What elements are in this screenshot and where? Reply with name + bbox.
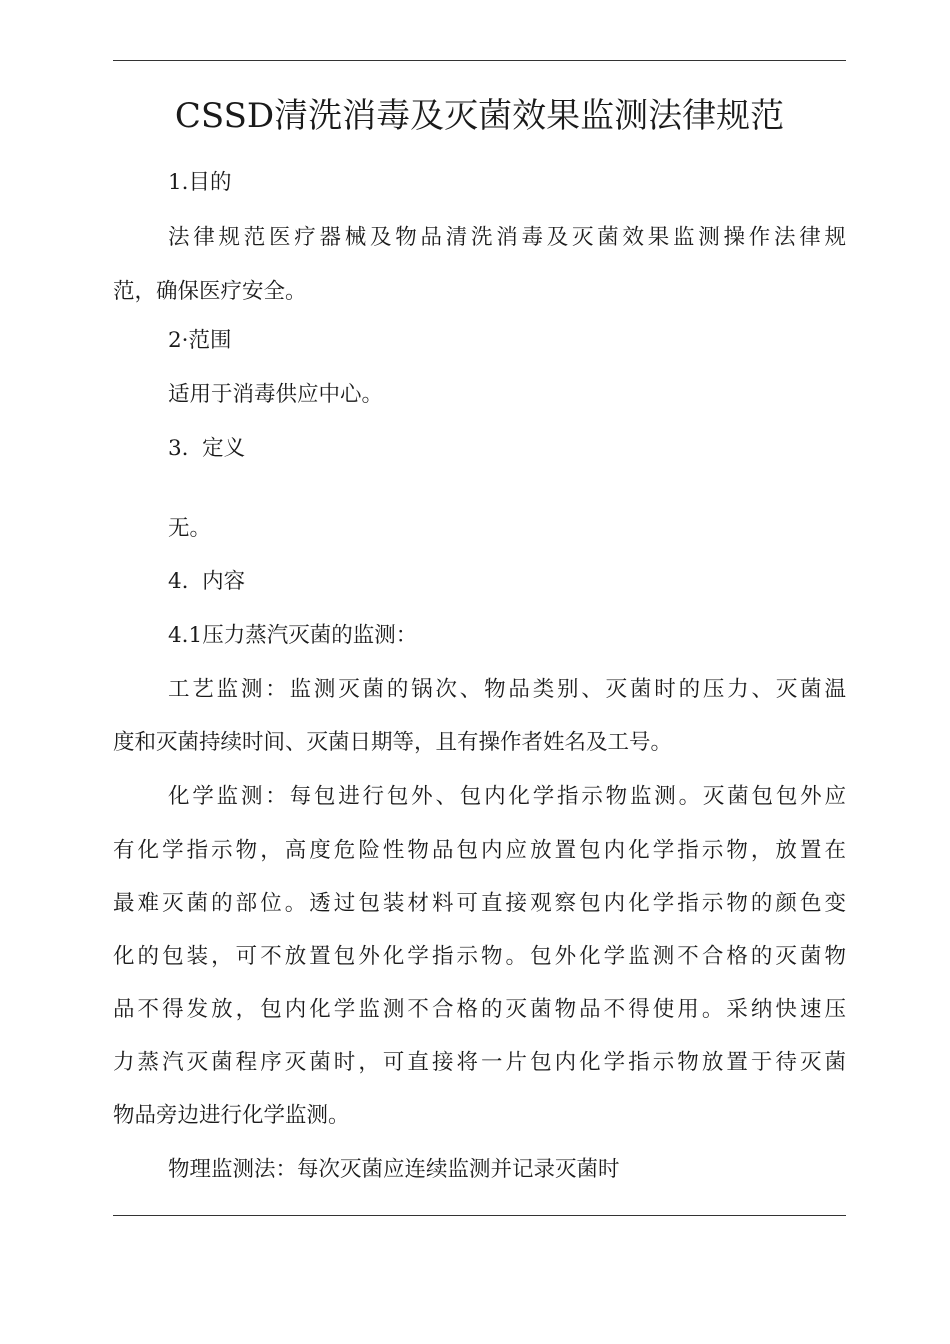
section-3-body: 无。: [168, 516, 212, 541]
chemical-monitoring-line-5: 品不得发放，包内化学监测不合格的灭菌物品不得使用。采纳快速压: [113, 997, 846, 1022]
document-title: CSSD清洗消毒及灭菌效果监测法律规范: [174, 96, 785, 136]
physical-monitoring-line-1: 物理监测法：每次灭菌应连续监测并记录灭菌时: [168, 1157, 620, 1182]
header-rule: [113, 60, 846, 61]
section-4-heading: 4. 内容: [168, 569, 246, 594]
section-2-heading: 2·范围: [168, 328, 232, 353]
chemical-monitoring-line-4: 化的包装，可不放置包外化学指示物。包外化学监测不合格的灭菌物: [113, 944, 846, 969]
chemical-monitoring-line-6: 力蒸汽灭菌程序灭菌时，可直接将一片包内化学指示物放置于待灭菌: [113, 1050, 846, 1075]
section-1-body-line-1: 法律规范医疗器械及物品清洗消毒及灭菌效果监测操作法律规: [168, 225, 846, 250]
chemical-monitoring-line-2: 有化学指示物，高度危险性物品包内应放置包内化学指示物，放置在: [113, 838, 846, 863]
chemical-monitoring-line-3: 最难灭菌的部位。透过包装材料可直接观察包内化学指示物的颜色变: [113, 891, 846, 916]
chemical-monitoring-line-1: 化学监测：每包进行包外、包内化学指示物监测。灭菌包包外应: [168, 784, 846, 809]
process-monitoring-line-2: 度和灭菌持续时间、灭菌日期等，且有操作者姓名及工号。: [113, 730, 673, 755]
section-1-heading: 1.目的: [168, 170, 232, 195]
footer-rule: [113, 1215, 846, 1216]
section-1-body-line-2: 范，确保医疗安全。: [113, 279, 307, 304]
chemical-monitoring-line-7: 物品旁边进行化学监测。: [113, 1103, 350, 1128]
process-monitoring-line-1: 工艺监测：监测灭菌的锅次、物品类别、灭菌时的压力、灭菌温: [168, 677, 846, 702]
section-2-body: 适用于消毒供应中心。: [168, 382, 384, 407]
section-4-1-heading: 4.1压力蒸汽灭菌的监测：: [168, 623, 418, 648]
section-3-heading: 3. 定义: [168, 436, 246, 461]
